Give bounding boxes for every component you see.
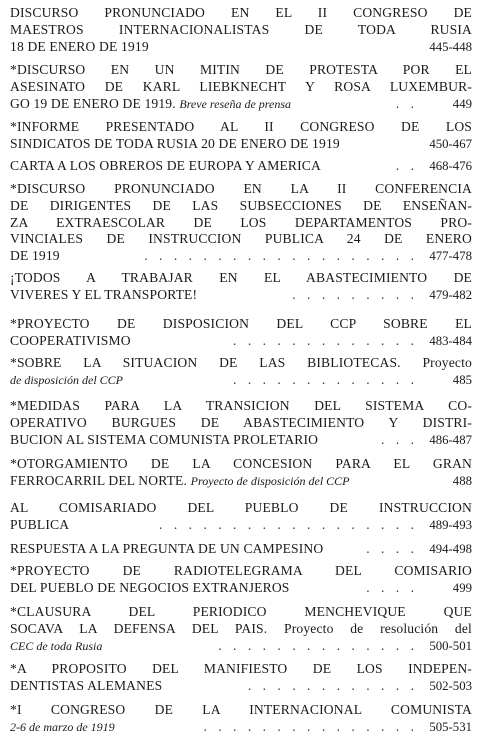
page-number: 445-448 — [429, 39, 472, 54]
toc-entry — [10, 500, 472, 534]
page-number: 449 — [452, 96, 472, 111]
entry-title-line: *INFORME PRESENTADO AL II CONGRESO DE LOS — [10, 119, 472, 134]
entry-title-line: GO 19 DE ENERO DE 1919. Breve reseña de prensa — [10, 95, 292, 111]
entry-title-line: *SOBRE LA SITUACION DE LAS BIBLIOTECAS. Proyecto — [10, 355, 472, 370]
page-number: 483-484 — [429, 333, 472, 348]
entry-title-line: *CLAUSURA DEL PERIODICO MENCHEVIQUE QUE — [10, 604, 472, 619]
page-number: 485 — [452, 372, 472, 387]
dot-leader: . . . . . . . . . . . . . . — [218, 637, 418, 653]
toc-entry — [10, 181, 472, 265]
entry-subtitle: Breve reseña de prensa — [179, 96, 292, 111]
entry-title-line: AL COMISARIADO DEL PUEBLO DE INSTRUCCION — [10, 500, 472, 515]
entry-title-line: *A PROPOSITO DEL MANIFIESTO DE LOS INDEPEN- — [10, 661, 472, 676]
entry-subtitle: de disposición del CCP — [10, 372, 123, 387]
entry-title-line: MAESTROS INTERNACIONALISTAS DE TODA RUSIA — [10, 21, 472, 37]
toc-entry — [10, 270, 472, 304]
entry-title-line — [10, 719, 115, 736]
toc-entry — [10, 398, 472, 448]
dot-leader: . . . . . . . . . . . . . . . . . . . — [144, 248, 418, 264]
entry-title-line: ZA EXTRAESCOLAR DE LOS DEPARTAMENTOS PRO- — [10, 214, 472, 230]
entry-title-line: ¡TODOS A TRABAJAR EN EL ABASTECIMIENTO DE — [10, 270, 472, 285]
entry-title-line: *I CONGRESO DE LA INTERNACIONAL COMUNISTA — [10, 702, 472, 717]
entry-title-line: SINDICATOS DE TODA RUSIA 20 DE ENERO DE 1919 — [10, 135, 340, 151]
entry-title-line: DE 1919 — [10, 248, 60, 264]
page-number: 505-531 — [429, 719, 472, 734]
entry-title-line: FERROCARRIL DEL NORTE. Proyecto de disposición del CCP — [10, 472, 350, 488]
entry-title-line: DENTISTAS ALEMANES — [10, 677, 163, 693]
toc-entry — [10, 702, 472, 736]
entry-title-line: SOCAVA LA DEFENSA DEL PAIS. Proyecto de resolución del — [10, 620, 472, 636]
dot-leader: . . . . . . . . . . . . . — [233, 332, 418, 348]
toc-entry — [10, 563, 472, 597]
entry-title-line: DISCURSO PRONUNCIADO EN EL II CONGRESO DE — [10, 5, 472, 20]
entry-title-line: VINCIALES DE INSTRUCCION PUBLICA 24 DE ENERO — [10, 231, 472, 247]
page-number: 450-467 — [429, 136, 472, 151]
page-number: 488 — [452, 473, 472, 488]
entry-title-line: DEL PUEBLO DE NEGOCIOS EXTRANJEROS — [10, 579, 290, 595]
entry-subtitle: Proyecto de disposición del CCP — [190, 473, 350, 488]
dot-leader: . . . . . . . . . . . . . — [233, 371, 418, 387]
entry-title-line: OPERATIVO BURGUES DE ABASTECIMIENTO Y DISTRI- — [10, 414, 472, 430]
dot-leader: . . . . . . . . . . . . . . . . . . — [159, 516, 418, 532]
toc-entry — [10, 316, 472, 350]
page-number: 479-482 — [429, 287, 472, 302]
dot-leader: . . — [395, 95, 418, 111]
page-number: 502-503 — [429, 678, 472, 693]
toc-entry — [10, 604, 472, 654]
entry-title-line: *PROYECTO DE DISPOSICION DEL CCP SOBRE EL — [10, 316, 472, 331]
entry-title-line: *PROYECTO DE RADIOTELEGRAMA DEL COMISARIO — [10, 563, 472, 578]
entry-title-line: PUBLICA — [10, 516, 70, 532]
page-number: 500-501 — [429, 638, 472, 653]
dot-leader: . . . . . . . . . . . . — [247, 677, 418, 693]
page-number: 486-487 — [429, 432, 472, 447]
dot-leader: . . . . . . . . . — [292, 286, 418, 302]
toc-entry — [10, 62, 472, 112]
entry-subtitle: 2-6 de marzo de 1919 — [10, 719, 115, 734]
entry-title-line: CARTA A LOS OBREROS DE EUROPA Y AMERICA — [10, 158, 321, 173]
toc-entry — [10, 456, 472, 490]
toc-entry — [10, 355, 472, 389]
dot-leader: . . . . — [366, 579, 418, 595]
toc-entry — [10, 158, 472, 175]
entry-title-line: 18 DE ENERO DE 1919 — [10, 38, 149, 54]
entry-title-line: *DISCURSO EN UN MITIN DE PROTESTA POR EL — [10, 62, 472, 77]
entry-title-line: ASESINATO DE KARL LIEBKNECHT Y ROSA LUXEMBUR- — [10, 78, 472, 94]
entry-title-line: *MEDIDAS PARA LA TRANSICION DEL SISTEMA CO- — [10, 398, 472, 413]
dot-leader: . . . . . . . . . . . . . . . — [203, 718, 418, 734]
page-number: 468-476 — [429, 159, 472, 173]
entry-title-line: VIVERES Y EL TRANSPORTE! — [10, 286, 198, 302]
entry-title-line: BUCION AL SISTEMA COMUNISTA PROLETARIO — [10, 431, 319, 447]
page-number: 494-498 — [429, 542, 472, 556]
toc-entry — [10, 119, 472, 153]
page-number: 499 — [452, 580, 472, 595]
dot-leader: . . . . — [366, 541, 418, 556]
entry-title-line: *DISCURSO PRONUNCIADO EN LA II CONFERENCIA — [10, 181, 472, 196]
entry-subtitle: CEC de toda Rusia — [10, 638, 103, 653]
toc-entry — [10, 5, 472, 55]
dot-leader: . . — [395, 158, 418, 173]
dot-leader: . . . — [381, 431, 418, 447]
page-number: 489-493 — [429, 517, 472, 532]
entry-title-line: DE DIRIGENTES DE LAS SUBSECCIONES DE ENSEÑAN- — [10, 197, 472, 213]
entry-title-line: RESPUESTA A LA PREGUNTA DE UN CAMPESINO — [10, 541, 324, 556]
entry-title-line — [10, 372, 123, 389]
toc-entry — [10, 541, 472, 558]
toc-entry — [10, 661, 472, 695]
entry-title-line: COOPERATIVISMO — [10, 332, 131, 348]
entry-title-line — [10, 638, 102, 655]
entry-title-line: *OTORGAMIENTO DE LA CONCESION PARA EL GRAN — [10, 456, 472, 471]
page-number: 477-478 — [429, 249, 472, 264]
